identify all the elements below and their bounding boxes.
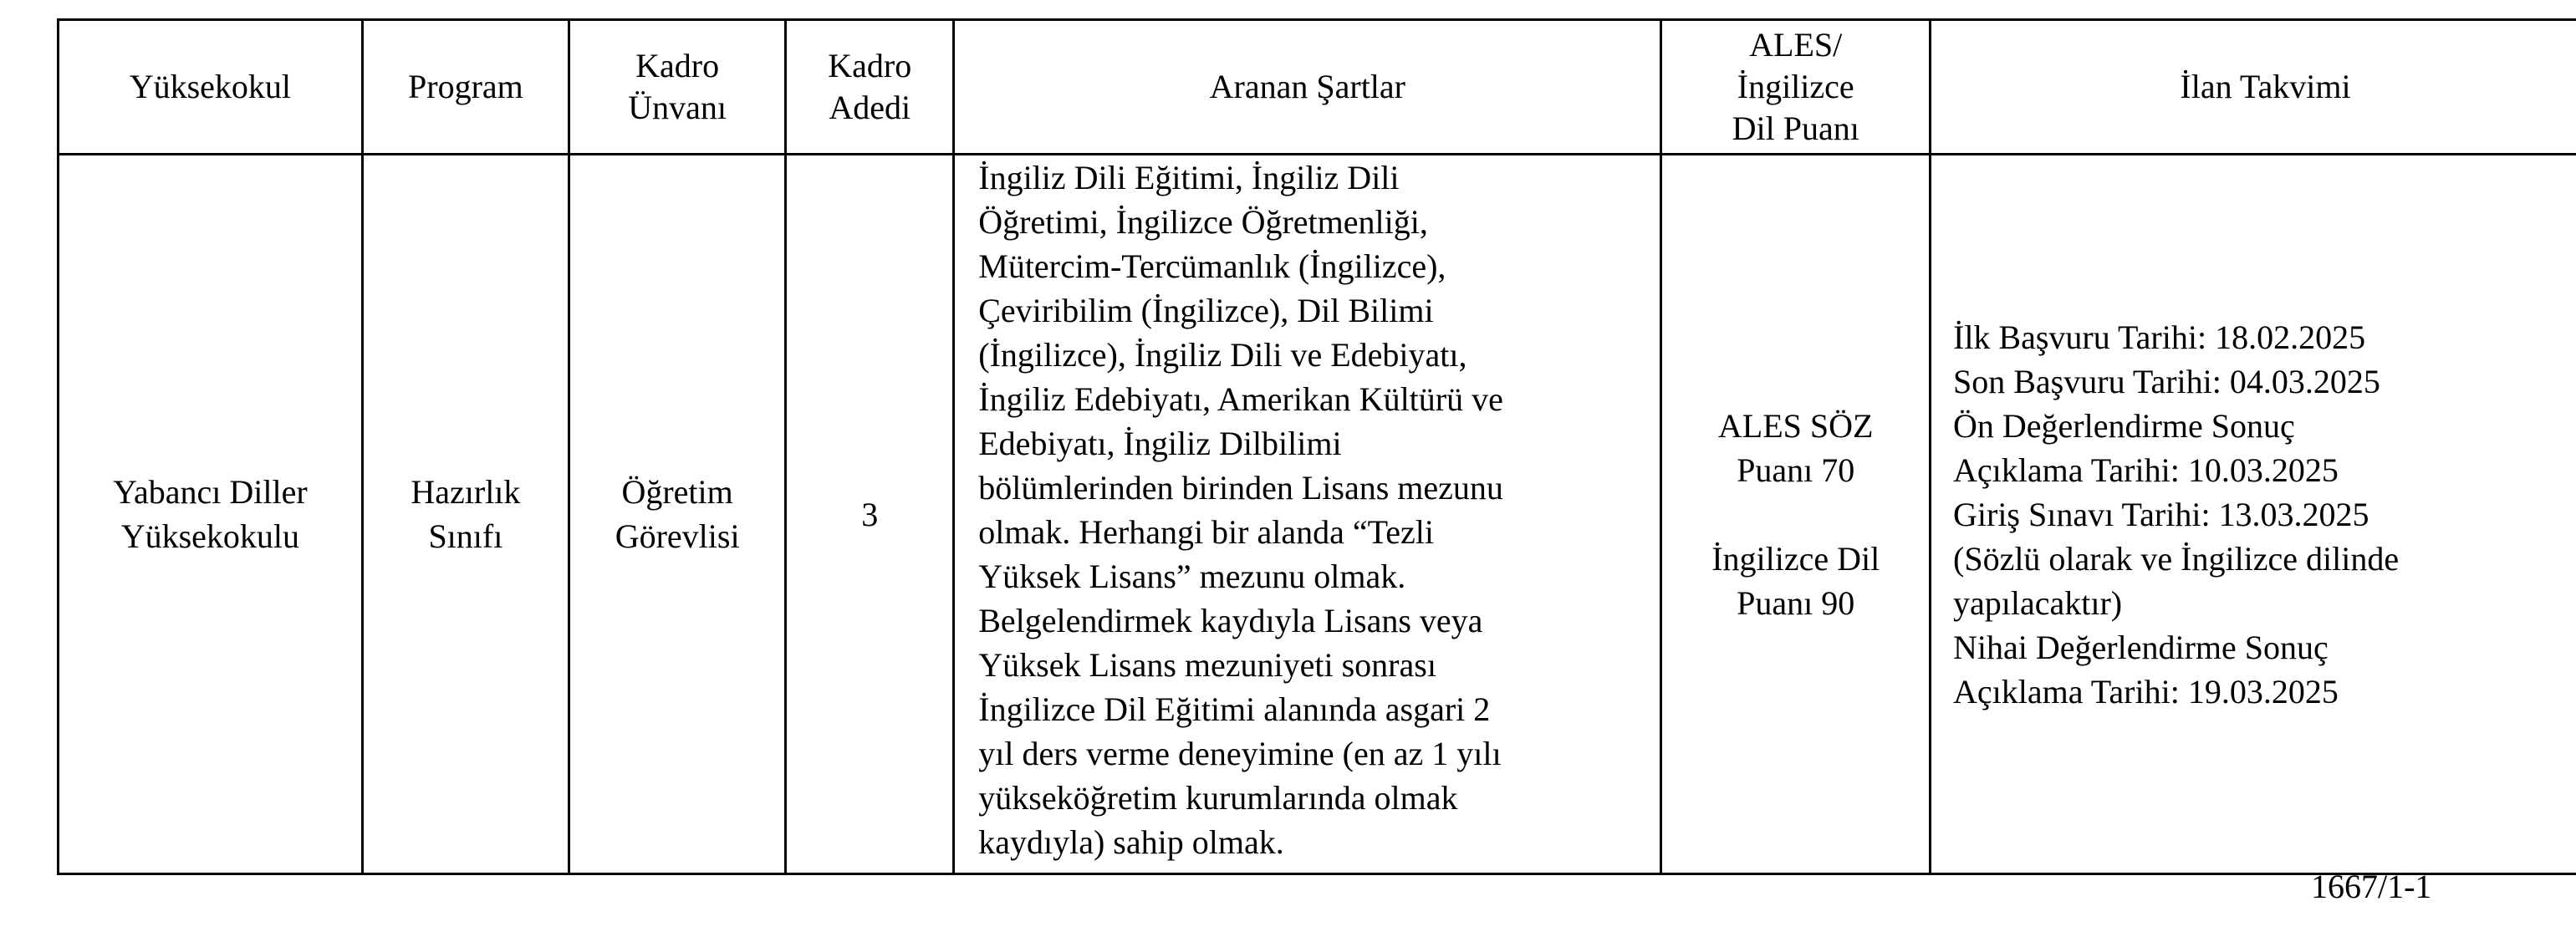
- table-row: [59, 155, 2576, 874]
- cell-line: Sınıfı: [428, 517, 503, 555]
- header-ilan-takvimi: [1931, 20, 2576, 155]
- requirement-line: yıl ders verme deneyimine (en az 1 yılı: [978, 735, 1502, 772]
- schedule-line: Açıklama Tarihi: 19.03.2025: [1953, 672, 2339, 710]
- cell-kadro-adedi: [786, 155, 954, 874]
- header-line: Yüksekokul: [129, 68, 292, 105]
- english-score-line: İngilizce Dil: [1711, 539, 1880, 578]
- header-line: İngilizce: [1737, 68, 1854, 105]
- cell-value: 3: [861, 495, 879, 533]
- header-ales-puan: [1661, 20, 1931, 155]
- header-line: Aranan Şartlar: [1209, 68, 1405, 105]
- cell-kadro-unvani: [569, 155, 786, 874]
- header-line: Adedi: [829, 89, 911, 126]
- header-line: Program: [408, 68, 523, 105]
- cell-line: Yabancı Diller: [113, 473, 308, 511]
- header-line: Kadro: [828, 47, 912, 84]
- header-program: [362, 20, 569, 155]
- requirement-line: Çeviribilim (İngilizce), Dil Bilimi: [978, 292, 1434, 329]
- job-listing-table: [57, 18, 2576, 875]
- cell-yuksekokul: [59, 155, 363, 874]
- requirement-line: (İngilizce), İngiliz Dili ve Edebiyatı,: [978, 336, 1467, 374]
- requirement-line: İngiliz Dili Eğitimi, İngiliz Dili: [978, 159, 1400, 196]
- requirement-line: Edebiyatı, İngiliz Dilbilimi: [978, 425, 1342, 462]
- header-kadro-unvani: [569, 20, 786, 155]
- schedule-line: İlk Başvuru Tarihi: 18.02.2025: [1953, 318, 2366, 356]
- header-aranan-sartlar: [954, 20, 1661, 155]
- header-row: [59, 20, 2576, 155]
- page-code: 1667/1-1: [2311, 868, 2432, 905]
- schedule-line: Ön Değerlendirme Sonuç: [1953, 406, 2295, 445]
- header-line: Ünvanı: [628, 89, 727, 126]
- header-line: İlan Takvimi: [2180, 68, 2351, 105]
- requirement-line: İngiliz Edebiyatı, Amerikan Kültürü ve: [978, 380, 1503, 418]
- requirement-line: yükseköğretim kurumlarında olmak: [978, 779, 1458, 817]
- header-yuksekokul: [59, 20, 363, 155]
- requirement-line: Öğretimi, İngilizce Öğretmenliği,: [978, 203, 1428, 241]
- schedule-line: Nihai Değerlendirme Sonuç: [1953, 628, 2329, 666]
- cell-line: Hazırlık: [411, 473, 521, 511]
- header-line: Kadro: [635, 47, 720, 84]
- requirement-line: bölümlerinden birinden Lisans mezunu: [978, 469, 1503, 507]
- requirement-line: Mütercim-Tercümanlık (İngilizce),: [978, 247, 1446, 285]
- cell-program: [362, 155, 569, 874]
- cell-line: Öğretim: [621, 473, 733, 511]
- schedule-line: Açıklama Tarihi: 10.03.2025: [1953, 451, 2339, 489]
- header-kadro-adedi: [786, 20, 954, 155]
- requirement-line: kaydıyla) sahip olmak.: [978, 823, 1284, 861]
- cell-ilan-takvimi: [1931, 155, 2576, 874]
- requirement-line: olmak. Herhangi bir alanda “Tezli: [978, 513, 1434, 551]
- cell-line: Görevlisi: [615, 517, 740, 555]
- cell-ales-puan: [1661, 155, 1931, 874]
- schedule-line: (Sözlü olarak ve İngilizce dilinde: [1953, 539, 2400, 578]
- schedule-line: Son Başvuru Tarihi: 04.03.2025: [1953, 362, 2380, 400]
- requirement-line: Belgelendirmek kaydıyla Lisans veya: [978, 602, 1483, 639]
- requirement-line: Yüksek Lisans” mezunu olmak.: [978, 558, 1406, 595]
- english-score-line: Puanı 90: [1737, 583, 1855, 622]
- ales-line: Puanı 70: [1737, 451, 1855, 489]
- ales-line: ALES SÖZ: [1717, 406, 1874, 445]
- requirement-line: Yüksek Lisans mezuniyeti sonrası: [978, 646, 1436, 684]
- schedule-line: yapılacaktır): [1953, 583, 2123, 622]
- header-line: ALES/: [1749, 26, 1843, 64]
- header-line: Dil Puanı: [1732, 109, 1859, 147]
- schedule-line: Giriş Sınavı Tarihi: 13.03.2025: [1953, 495, 2369, 533]
- cell-line: Yüksekokulu: [120, 517, 300, 555]
- cell-aranan-sartlar: [954, 155, 1661, 874]
- requirement-line: İngilizce Dil Eğitimi alanında asgari 2: [978, 690, 1491, 728]
- spacer: [1662, 492, 1929, 537]
